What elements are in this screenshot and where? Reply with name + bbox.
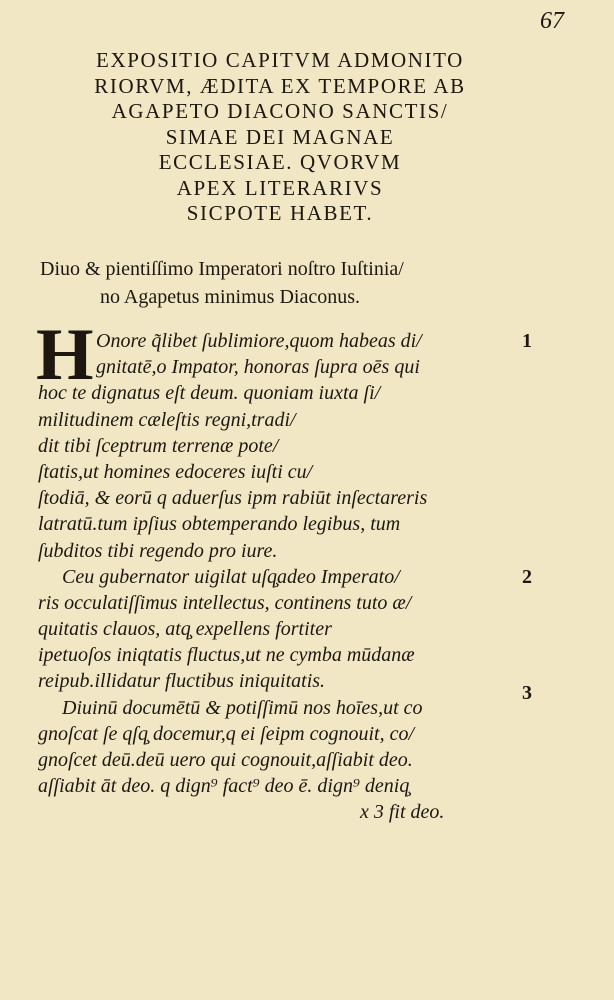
- main-text: [38, 328, 508, 826]
- title-line: SICPOTE HABET.: [186, 201, 374, 225]
- text-line: hoc te dignatus eſt deum. quoniam iuxta ſi/: [38, 382, 381, 405]
- title-line: EXPOSITIO CAPITVM ADMONITO: [96, 48, 464, 72]
- text-line: latratū.tum ipſius obtemperando legibus, tum: [38, 513, 401, 536]
- title-line: AGAPETO DIACONO SANCTIS/: [111, 99, 449, 123]
- margin-number: 3: [522, 682, 532, 704]
- chapter-title: [30, 48, 530, 227]
- text-line: aſſiabit āt deo. q dign⁹ fact⁹ deo ē. dign⁹ deniq̧: [38, 775, 410, 798]
- text-line: gnoſcat ſe qſq̧ docemur,q ei ſeipm cognouit, co/: [38, 722, 415, 745]
- text-line: Onore q̃libet ſublimiore,quom habeas di/: [96, 330, 422, 352]
- text-line: ipetuoſos iniqtatis fluctus,ut ne cymba mūdanæ: [38, 644, 415, 667]
- text-line: ris occulatiſſimus intellectus, continens tuto æ/: [38, 591, 412, 614]
- text-line: Ceu gubernator uigilat uſq̧adeo Imperato/: [62, 565, 400, 588]
- margin-number: 2: [522, 566, 532, 588]
- text-line: gnoſcet deū.deū uero qui cognouit,aſſiabit deo.: [38, 749, 413, 771]
- title-line: APEX LITERARIVS: [176, 175, 384, 200]
- signature-line: x 3 fit deo.: [360, 801, 445, 824]
- text-line: ſtodiā, & eorū q aduerſus ipm rabiūt inſectareris: [38, 487, 428, 510]
- dedication-line: no Agapetus minimus Diaconus.: [100, 286, 360, 308]
- text-line: Diuinū documētū & potiſſimū nos hoīes,ut co: [62, 696, 423, 719]
- title-line: SIMAE DEI MAGNAE: [165, 124, 395, 149]
- text-line: militudinem cæleſtis regni,tradi/: [38, 408, 296, 431]
- text-line: quitatis clauos, atq̧ expellens fortiter: [38, 618, 332, 641]
- text-line: ſubditos tibi regendo pro iure.: [38, 539, 278, 562]
- text-line: gnitatē,o Impator, honoras ſupra oēs qui: [96, 356, 420, 379]
- dedication-line: Diuo & pientiſſimo Imperatori noſtro Iuſtinia/: [40, 258, 404, 280]
- drop-capital: H: [36, 314, 94, 396]
- page-number: 67: [540, 8, 564, 34]
- title-line: RIORVM, ÆDITA EX TEMPORE AB: [94, 73, 466, 98]
- text-line: reipub.illidatur fluctibus iniquitatis.: [38, 670, 326, 693]
- text-line: ſtatis,ut homines edoceres iuſti cu/: [38, 460, 313, 483]
- margin-number: 1: [522, 330, 532, 352]
- title-line: ECCLESIAE. QVORVM: [158, 150, 402, 174]
- text-line: dit tibi ſceptrum terrenæ pote/: [38, 434, 279, 457]
- dedication: [40, 255, 520, 311]
